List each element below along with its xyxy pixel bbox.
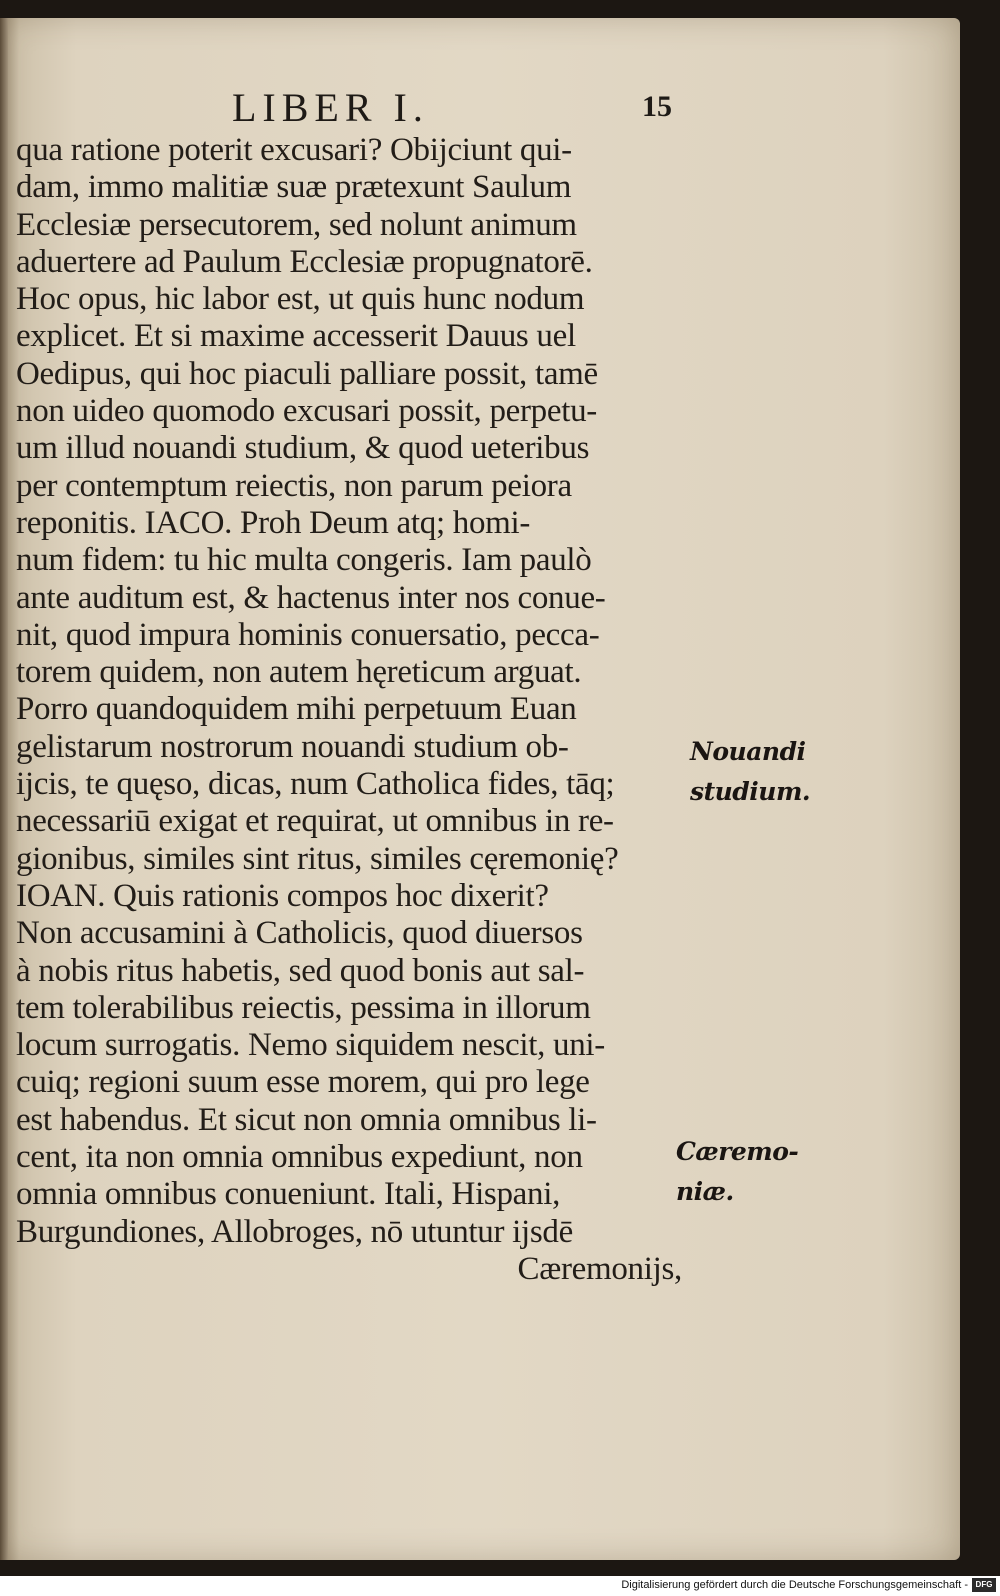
text-line: gionibus, similes sint ritus, similes cęremonię? <box>16 840 619 877</box>
text-line: dam, immo malitiæ suæ prætexunt Saulum <box>16 169 572 206</box>
text-line: explicet. Et si maxime accesserit Dauus uel <box>16 318 576 355</box>
marginal-note-line: Nouandi <box>690 737 806 766</box>
text-line: qua ratione poterit excusari? Obijciunt qui- <box>16 132 572 168</box>
text-line: Ecclesiæ persecutorem, sed nolunt animum <box>16 206 577 243</box>
text-line: Oedipus, qui hoc piaculi palliare possit, tamē <box>16 355 598 392</box>
text-line: torem quidem, non autem hęreticum arguat. <box>16 654 582 691</box>
text-line: nit, quod impura hominis conuersatio, pecca- <box>16 616 600 653</box>
text-line: ante auditum est, & hactenus inter nos conue- <box>16 579 606 616</box>
text-line: non uideo quomodo excusari possit, perpetu- <box>16 393 597 430</box>
text-line: necessariū exigat et requirat, ut omnibus in re- <box>16 803 614 840</box>
marginal-note <box>676 1132 798 1212</box>
text-line: omnia omnibus conueniunt. Itali, Hispani, <box>16 1176 561 1213</box>
text-line: tem tolerabilibus reiectis, pessima in illorum <box>16 989 591 1026</box>
text-line: cent, ita non omnia omnibus expediunt, non <box>16 1139 583 1176</box>
text-line: IOAN. Quis rationis compos hoc dixerit? <box>16 877 549 914</box>
marginal-note-line: Cæremo- <box>676 1137 799 1166</box>
marginal-note <box>690 732 810 812</box>
marginal-note-line: studium. <box>690 777 811 806</box>
page-gutter-edge <box>0 18 8 1560</box>
text-line: ijcis, te quęso, dicas, num Catholica fides, tāq; <box>16 766 615 803</box>
text-line: um illud nouandi studium, & quod ueteribus <box>16 430 590 467</box>
text-line: Hoc opus, hic labor est, ut quis hunc nodum <box>16 281 585 318</box>
text-line: Non accusamini à Catholicis, quod diuersos <box>16 915 583 952</box>
running-head: LIBER I. <box>232 85 429 130</box>
text-line: à nobis ritus habetis, sed quod bonis aut sal- <box>16 952 585 989</box>
text-line: Porro quandoquidem mihi perpetuum Euan <box>16 691 577 728</box>
text-line: locum surrogatis. Nemo siquidem nescit, uni- <box>16 1027 605 1064</box>
page-number: 15 <box>642 90 672 123</box>
dfg-logo-icon: DFG <box>972 1578 996 1592</box>
text-line: est habendus. Et sicut non omnia omnibus li- <box>16 1101 597 1138</box>
text-line: reponitis. IACO. Proh Deum atq; homi- <box>16 504 531 541</box>
catchword: Cæremonijs, <box>517 1250 682 1287</box>
text-line: num fidem: tu hic multa congeris. Iam paulò <box>16 542 592 579</box>
text-line: gelistarum nostrorum nouandi studium ob- <box>16 728 569 765</box>
page-header <box>232 84 672 134</box>
text-line: cuiq; regioni suum esse morem, qui pro lege <box>16 1064 590 1101</box>
main-text-block <box>16 132 688 1288</box>
text-line: aduertere ad Paulum Ecclesiæ propugnatorē. <box>16 243 593 280</box>
funding-credit: Digitalisierung gefördert durch die Deutsche Forschungsgemeinschaft - <box>621 1579 968 1591</box>
text-line: Burgundiones, Allobroges, nō utuntur ijsdē <box>16 1213 573 1250</box>
text-line: per contemptum reiectis, non parum peiora <box>16 467 572 504</box>
marginal-note-line: niæ. <box>676 1177 734 1206</box>
